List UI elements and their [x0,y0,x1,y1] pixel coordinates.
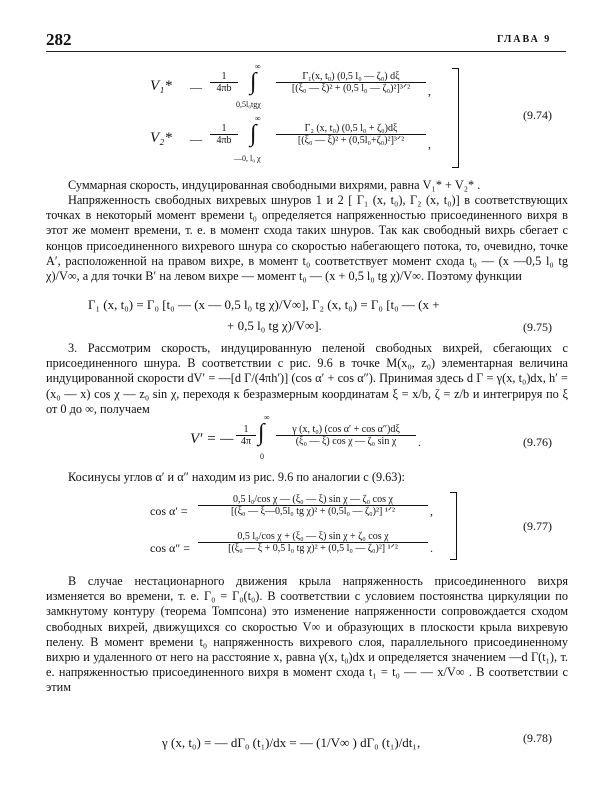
eq-9-74-minus-2: — [190,132,202,146]
eq-9-76-coef: $\frac{1}{4\pi}$ [236,424,256,447]
paragraph-sheet-velocity: 3. Рассмотрим скорость, индуцированную пеленой свободных вихрей, сбегающих с присоединенного шнура. В соответствии с рис. 9.6 в точке M(x₀, z₀) элементарная величина индуцированной скорости dV′ = —[d Γ/(4πh′)] (cos α′ + cos α″). Принимая здесь d Γ = γ(x, t₀)dx, h′ = (x₀ — x) cos χ — z₀ sin χ, переходя к безразмерным координатам ξ = x/b, ζ = z/b и интегрируя по ξ от 0 до ∞, получаем [46,341,568,416]
integral-sign: ∫ [258,420,265,446]
eq-9-74-fraction-1: Γ₁(x, t₀) (0,5 l₀ — ζ₀) dξ [(ξ₀ — ξ)² + (0,5 l₀ — ζ₀)²]³ᐟ² [276,71,426,94]
eq-9-74-lhs-2: V₂* [150,130,172,146]
eq-9-74-int-upper-2: ∞ [255,114,261,123]
eq-9-74-tail-2: , [428,137,431,151]
eq-9-76-int-lower: 0 [260,452,264,461]
eq-9-74-tail-1: , [428,84,431,98]
eq-9-75-line-2: + 0,5 l₀ tg χ)/V∞]. [227,318,322,333]
eq-9-77-lhs-1: cos α′ = [150,504,188,518]
page-number: 282 [46,30,72,49]
right-brace [450,492,457,560]
paragraph-cosines: Косинусы углов α′ и α″ находим из рис. 9.6 по аналогии с (9.63): [68,470,405,484]
eq-9-76-fraction: $\frac{\text{γ (x, t₀) (cos α′ + cos α″)dξ}}{\text{(ξ₀ — ξ) cos χ — ζ₀ sin χ}}$ [276,424,416,447]
eq-9-77-lhs-2: cos α″ = [150,541,191,555]
equation-number: (9.74) [523,108,552,122]
eq-9-74-int-upper-1: ∞ [255,62,261,71]
eq-9-77-tail-1: , [430,504,433,518]
eq-9-74-coef-1: $\frac{1}{4\pi b}$ [210,71,238,94]
integral-sign: ∫ [250,69,257,95]
equation-number: (9.78) [523,731,552,745]
eq-9-75-line-1: Γ₁ (x, t₀) = Γ₀ [t₀ — (x — 0,5 l₀ tg χ)/V∞], Γ₂ (x, t₀) = Γ₀ [t₀ — (x + [88,297,440,312]
paragraph-summary: Суммарная скорость, индуцированная свободными вихрями, равна V₁* + V₂* . [68,178,481,192]
eq-9-74-fraction-2: Γ₂ (x, t₀) (0,5 l₀ + ζ₀)dξ [(ξ₀ — ξ)² + (0,5l₀+ζ₀)²]³ᐟ² [276,123,426,146]
eq-9-76-int-upper: ∞ [264,413,270,422]
paragraph-unsteady-motion: В случае нестационарного движения крыла напряженность присоединенного вихря изменяется во времени, т. е. Γ₀ = Γ₀(t₀). В соответствии с условием постоянства циркуляции по замкнутому контуру (теорема Томпсона) это изменение напряженности сопровождается сходом свободных вихрей, движущихся со скоростью V∞ и образующих в плоскости крыла вихревую пелену. В момент времени t₀ напряженность вихревого слоя, параллельного присоединенному вихрю и удаленного от него на расстояние x, равна γ(x, t₀)dx и определяется значением —d Γ(t₁), т. е. напряженностью присоединенного вихря в момент схода t₁ = t₀ — — x/V∞ . В соответствии с этим [46,574,568,695]
eq-9-74-int-lower-1: 0,5l₀tgχ [236,100,261,109]
eq-9-77-fraction-2: 0,5 l₀/cos χ + (ξ₀ — ξ) sin χ + ζ₀ cos χ [(ξ₀ — ξ + 0,5 l₀ tg χ)² + (0,5 l₀ — ζ₀)²] ¹ᐟ² [198,531,428,554]
eq-9-76-lhs: V′ = — [190,431,234,447]
eq-9-74-coef-2: $\frac{1}{4\pi b}$ [210,123,238,146]
eq-9-74-minus-1: — [190,80,202,94]
eq-9-74-lhs-1: V₁* [150,78,172,94]
equation-number: (9.75) [523,320,552,334]
integral-sign: ∫ [250,121,257,147]
eq-9-76-tail: . [418,435,421,449]
header-rule [46,51,566,52]
chapter-title: ГЛАВА 9 [497,34,552,45]
right-brace [452,68,459,168]
paragraph-vortex-strength: Напряженность свободных вихревых шнуров 1 и 2 [ Γ₁ (x, t₀), Γ₂ (x, t₀)] в соответствующих точках в некоторый момент времени t₀ определяется напряженностью присоединенного вихря в этот же момент времени, т. е. в момент схода таких шнуров. Так как свободный вихрь сбегает с концов присоединенного вихревого шнура со скоростью набегающего потока, то, очевидно, точке A′, расположенной на правом вихре, в момент t₀ соответствует момент схода t₀ — (x —0,5 l₀ tg χ)/V∞, а для точки B′ на левом вихре — момент t₀ — (x + 0,5 l₀ tg χ)/V∞. Поэтому функции [46,193,568,284]
equation-number: (9.76) [523,435,552,449]
eq-9-77-tail-2: . [430,541,433,555]
eq-9-77-fraction-1: 0,5 l₀/cos χ — (ξ₀ — ξ) sin χ — ζ₀ cos χ [(ξ₀ — ξ—0,5l₀ tg χ)² + (0,5l₀ — ζ₀)²] ¹ᐟ² [198,494,428,517]
equation-number: (9.77) [523,519,552,533]
eq-9-78-body: γ (x, t₀) = — dΓ₀ (t₁)/dx = — (1/V∞ ) dΓ₀ (t₁)/dt₁, [162,735,421,750]
eq-9-74-int-lower-2: —0, l₀ χ [234,154,261,163]
